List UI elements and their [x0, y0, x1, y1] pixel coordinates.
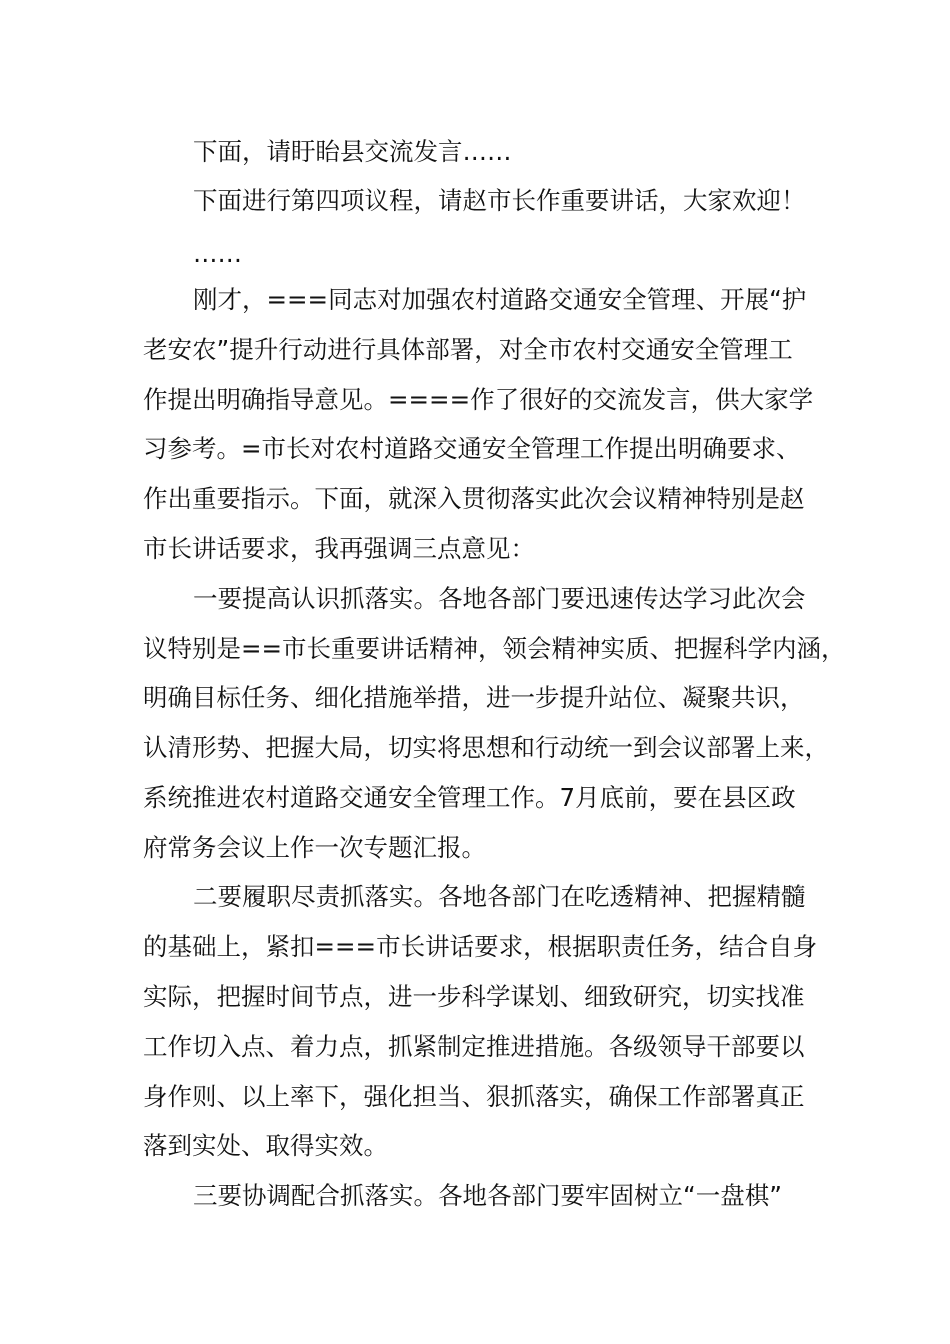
text-line: 工作切入点、着力点，抓紧制定推进措施。各级领导干部要以	[143, 1032, 805, 1061]
text-line: 实际，把握时间节点，进一步科学谋划、细致研究，切实找准	[143, 982, 805, 1011]
text-line: 二要履职尽责抓落实。各地各部门在吃透精神、把握精髓	[193, 882, 806, 911]
text-line: 一要提高认识抓落实。各地各部门要迅速传达学习此次会	[193, 584, 806, 613]
text-line: 下面，请盱眙县交流发言……	[193, 137, 512, 166]
text-line: 议特别是==市长重要讲话精神，领会精神实质、把握科学内涵，	[143, 634, 846, 663]
text-line: 作提出明确指导意见。====作了很好的交流发言，供大家学	[143, 385, 814, 414]
text-line: 认清形势、把握大局，切实将思想和行动统一到会议部署上来，	[143, 733, 829, 762]
text-line: ……	[193, 239, 242, 268]
text-line: 作出重要指示。下面，就深入贯彻落实此次会议精神特别是赵	[143, 484, 805, 513]
text-line: 府常务会议上作一次专题汇报。	[143, 833, 486, 862]
text-line: 下面进行第四项议程，请赵市长作重要讲话，大家欢迎！	[193, 186, 806, 215]
text-line: 明确目标任务、细化措施举措，进一步提升站位、凝聚共识，	[143, 683, 805, 712]
text-line: 身作则、以上率下，强化担当、狠抓落实，确保工作部署真正	[143, 1082, 805, 1111]
text-line: 的基础上，紧扣===市长讲话要求，根据职责任务，结合自身	[143, 932, 818, 961]
text-line: 落到实处、取得实效。	[143, 1131, 388, 1160]
text-line: 系统推进农村道路交通安全管理工作。7月底前，要在县区政	[143, 783, 796, 812]
text-line: 市长讲话要求，我再强调三点意见：	[143, 534, 535, 563]
text-line: 刚才，===同志对加强农村道路交通安全管理、开展“护	[193, 285, 807, 314]
text-line: 老安农”提升行动进行具体部署，对全市农村交通安全管理工	[143, 335, 793, 364]
text-line: 习参考。=市长对农村道路交通安全管理工作提出明确要求、	[143, 434, 801, 463]
text-line: 三要协调配合抓落实。各地各部门要牢固树立“一盘棋”	[193, 1181, 782, 1210]
